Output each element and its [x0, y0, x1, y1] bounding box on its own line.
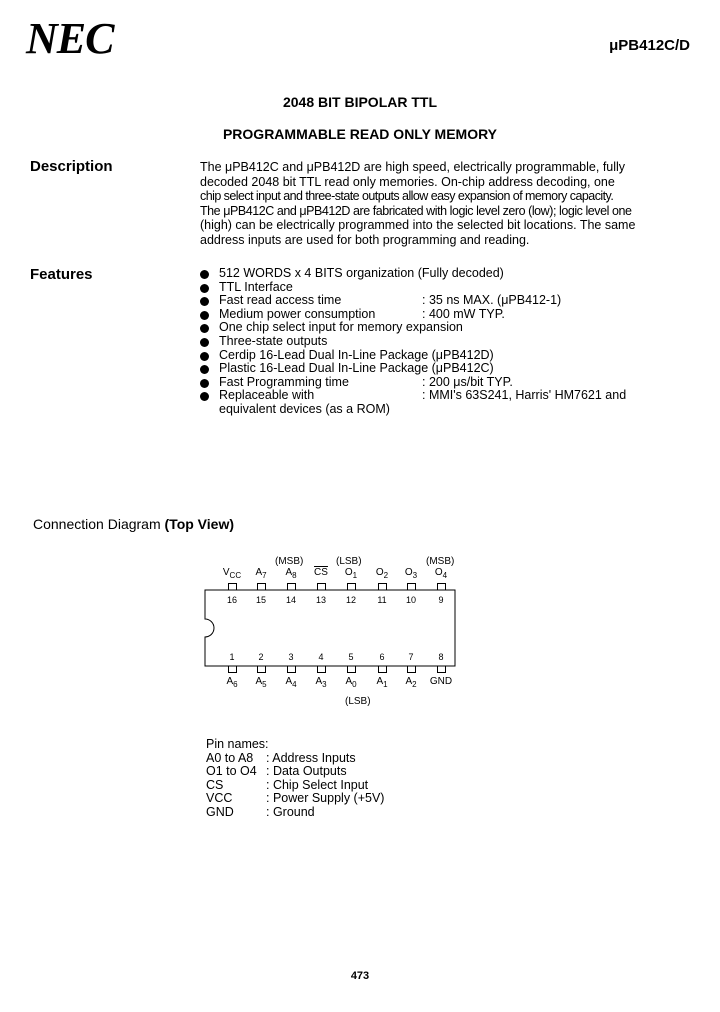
pin-label: $O_4$	[434, 567, 448, 580]
pin-number: 9	[438, 595, 444, 605]
pin-number: 4	[318, 652, 324, 662]
pin-lead	[437, 666, 446, 673]
pin-number: 8	[438, 652, 444, 662]
pin-label: $A_0$	[345, 676, 357, 689]
bullet-icon	[200, 392, 209, 401]
pin-lead	[317, 666, 326, 673]
pin-number: 5	[348, 652, 354, 662]
description-text	[200, 160, 690, 247]
pin-lead	[407, 666, 416, 673]
pin-name-row: A0 to A8 : Address Inputs	[206, 750, 356, 765]
description-line: address inputs are used for both programming and reading.	[200, 232, 530, 247]
bullet-icon	[200, 324, 209, 333]
pin-label: GND	[429, 676, 453, 687]
description-line: The μPB412C and μPB412D are high speed, electrically programmable, fully	[200, 160, 626, 174]
bullet-icon	[200, 338, 209, 347]
bullet-icon	[200, 284, 209, 293]
pin-number: 6	[379, 652, 385, 662]
pin-label: $O_1$	[344, 567, 358, 580]
pin-label: $O_3$	[404, 567, 418, 580]
pin-lead	[378, 666, 387, 673]
bullet-icon	[200, 270, 209, 279]
pin-label: $V_{CC}$	[222, 567, 242, 580]
pin-number: 1	[229, 652, 235, 662]
connection-diagram-heading: Connection Diagram (Top View)	[33, 516, 234, 532]
pin-lead	[257, 666, 266, 673]
pinout-diagram	[195, 553, 485, 713]
pin-label: $A_7$	[255, 567, 267, 580]
pin-lead	[317, 583, 326, 590]
lsb-note: (LSB)	[336, 556, 362, 567]
pin-label: $\overline{CS}$	[314, 567, 328, 578]
pin-label: $O_2$	[375, 567, 389, 580]
pin-number: 12	[345, 595, 356, 605]
bullet-icon	[200, 365, 209, 374]
features-heading: Features	[30, 266, 93, 283]
pin-number: 10	[405, 595, 416, 605]
pin-name-row: CS : Chip Select Input	[206, 777, 369, 792]
pin-names-heading: Pin names:	[206, 737, 269, 751]
pin-label: $A_1$	[376, 676, 388, 689]
description-line: decoded 2048 bit TTL read only memories. On-chip address decoding, one	[200, 174, 615, 189]
pin-lead	[347, 583, 356, 590]
nec-logo: NEC	[26, 14, 114, 63]
document-subtitle: PROGRAMMABLE READ ONLY MEMORY	[222, 126, 498, 142]
pin-number: 16	[226, 595, 237, 605]
bullet-icon	[200, 352, 209, 361]
pin-number: 7	[408, 652, 414, 662]
pin-lead	[407, 583, 416, 590]
description-heading: Description	[30, 158, 113, 175]
pin-lead	[228, 666, 237, 673]
pin-name-row: VCC : Power Supply (+5V)	[206, 791, 385, 806]
description-line: The μPB412C and μPB412D are fabricated with logic level zero (low); logic level one	[200, 203, 632, 218]
bullet-icon	[200, 311, 209, 320]
pin-label: $A_3$	[315, 676, 327, 689]
pin-number: 14	[285, 595, 296, 605]
bullet-icon	[200, 297, 209, 306]
description-line: (high) can be electrically programmed into the selected bit locations. The same	[200, 218, 636, 232]
pin-number: 3	[288, 652, 294, 662]
pin-label: $A_6$	[226, 676, 238, 689]
pin-names	[206, 737, 385, 820]
msb-note: (MSB)	[426, 556, 455, 567]
pin-lead	[287, 666, 296, 673]
pin-lead	[437, 583, 446, 590]
pin-lead	[347, 666, 356, 673]
pin-number: 13	[315, 595, 326, 605]
pin-lead	[228, 583, 237, 590]
pin-label: $A_4$	[285, 676, 297, 689]
msb-note: (MSB)	[275, 556, 304, 567]
pin-lead	[257, 583, 266, 590]
pin-label: $A_8$	[285, 567, 297, 580]
pin-lead	[378, 583, 387, 590]
document-title: 2048 BIT BIPOLAR TTL	[282, 94, 438, 110]
lsb-note: (LSB)	[345, 696, 371, 707]
description-line: chip select input and three-state outputs allow easy expansion of memory capacity.	[200, 189, 614, 203]
pin-number: 11	[377, 595, 387, 605]
pin-lead	[287, 583, 296, 590]
pin-label: $A_5$	[255, 676, 267, 689]
bullet-icon	[200, 379, 209, 388]
part-number: μPB412C/D	[609, 37, 690, 54]
pin-name-row: GND : Ground	[206, 804, 315, 819]
pin-name-row: O1 to O4 : Data Outputs	[206, 764, 347, 779]
pin-number: 15	[255, 595, 266, 605]
page-number: 473	[350, 970, 370, 982]
pin-label: $A_2$	[405, 676, 417, 689]
pin-number: 2	[258, 652, 264, 662]
